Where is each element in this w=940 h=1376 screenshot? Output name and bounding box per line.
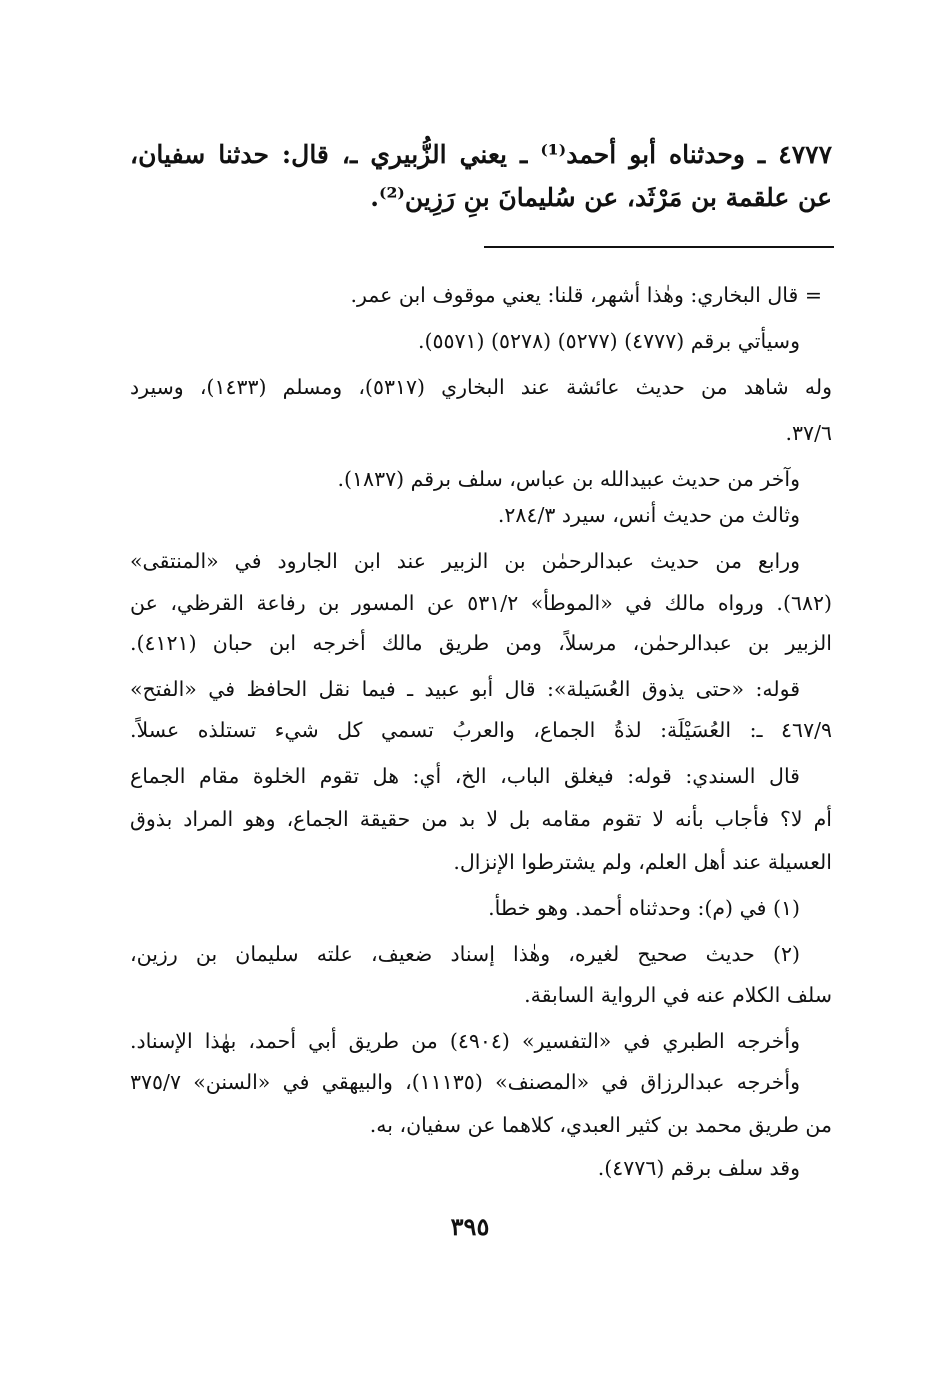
footnote-line: قوله: «حتى يذوق العُسَيلة»: قال أبو عبيد ـ فيما نقل الحافظ في «الفتح» (130, 677, 800, 701)
footnote-line: ٣٧/٦. (785, 421, 832, 445)
footnote-line: وأخرجه عبدالرزاق في «المصنف» (١١١٣٥)، والبيهقي في «السنن» ٣٧٥/٧ (130, 1070, 800, 1094)
footnote-line: ورابع من حديث عبدالرحمٰن بن الزبير عند ابن الجارود في «المنتقى» (130, 549, 800, 573)
footnote-line: = قال البخاري: وهٰذا أشهر، قلنا: يعني موقوف ابن عمر. (350, 283, 822, 307)
footnote-line: ٤٦٧/٩ ـ: العُسَيْلَة: لذةُ الجماع، والعربُ تسمي كل شيء تستلذه عسلاً. (130, 718, 832, 742)
footnote-line: (٢) حديث صحيح لغيره، وهٰذا إسناد ضعيف، علته سليمان بن رزين، (130, 942, 800, 966)
footnote-line: قال السندي: قوله: فيغلق الباب، الخ، أي: هل تقوم الخلوة مقام الجماع (130, 764, 800, 788)
footnote-line: العسيلة عند أهل العلم، ولم يشترطوا الإنزال. (453, 850, 832, 874)
footnote-line: الزبير بن عبدالرحمٰن، مرسلاً، ومن طريق مالك أخرجه ابن حبان (٤١٢١). (130, 631, 832, 655)
footnote-line: سلف الكلام عنه في الرواية السابقة. (524, 983, 832, 1007)
footnote-line: (٦٨٢). ورواه مالك في «الموطأ» ٥٣١/٢ عن المسور بن رفاعة القرظي، عن (130, 591, 832, 615)
footnote-line: وقد سلف برقم (٤٧٧٦). (597, 1156, 800, 1180)
footnote-line: وآخر من حديث عبيدالله بن عباس، سلف برقم (١٨٣٧). (337, 467, 800, 491)
hadith-line: ٤٧٧٧ ـ وحدثناه أبو أحمد⁽¹⁾ ـ يعني الزُّبيري ـ، قال: حدثنا سفيان، (130, 140, 832, 169)
footnote-line: وله شاهد من حديث عائشة عند البخاري (٥٣١٧)، ومسلم (١٤٣٣)، وسيرد (130, 375, 832, 399)
page-number: ٣٩٥ (450, 1212, 490, 1241)
footnote-line: وسيأتي برقم (٤٧٧٧) (٥٢٧٧) (٥٢٧٨) (٥٥٧١). (417, 329, 800, 353)
footnote-line: وثالث من حديث أنس، سيرد ٢٨٤/٣. (497, 503, 800, 527)
footnote-line: من طريق محمد بن كثير العبدي، كلاهما عن سفيان، به. (369, 1113, 832, 1137)
footnote-line: أم لا؟ فأجاب بأنه لا تقوم مقامه بل لا بد من حقيقة الجماع، وهو المراد بذوق (130, 807, 832, 831)
footnote-line: وأخرجه الطبري في «التفسير» (٤٩٠٤) من طريق أبي أحمد، بهٰذا الإسناد. (130, 1029, 801, 1053)
footnote-line: (١) في (م): وحدثناه أحمد. وهو خطأ. (488, 896, 800, 920)
footnote-divider (484, 246, 834, 248)
hadith-line: عن علقمة بن مَرْثَد، عن سُليمانَ بنِ رَزِين⁽²⁾. (370, 183, 832, 212)
